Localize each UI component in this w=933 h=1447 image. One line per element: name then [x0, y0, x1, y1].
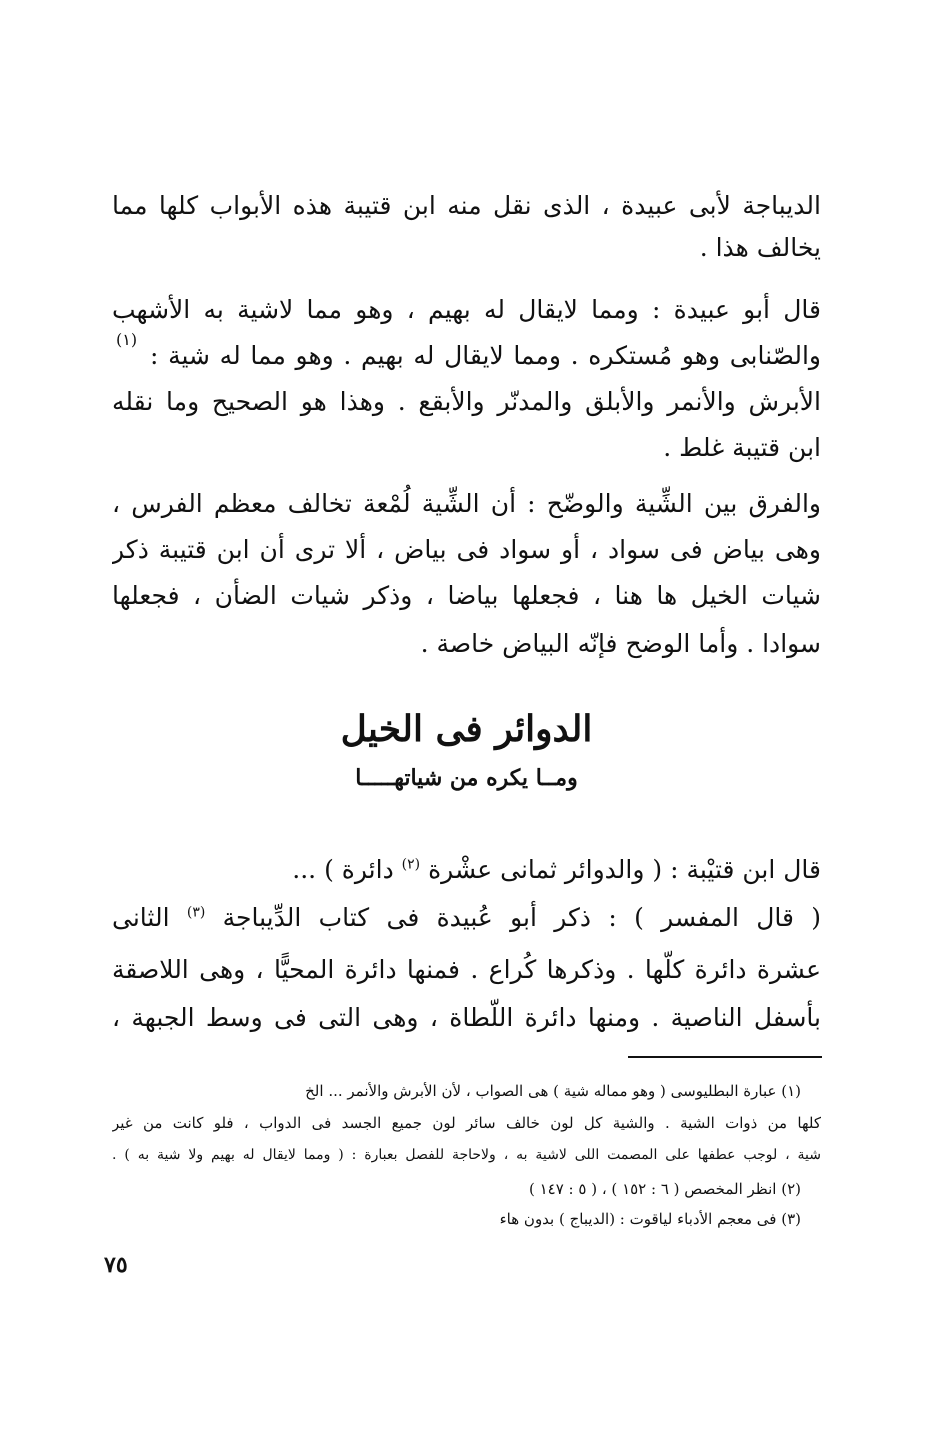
body-line: يخالف هذا .	[699, 233, 821, 262]
body-line: ابن قتيبة غلط .	[663, 433, 821, 462]
body-line	[112, 898, 821, 938]
footnote-line: شية ، لوجب عطفها على المصمت اللى لاشية به ، ولاحاجة للفصل بعبارة : ( ومما لايقال له بهيم ولا شية به ) .	[112, 1147, 821, 1163]
body-line: بأسفل الناصية . ومنها دائرة اللّطاة ، وهى التى فى وسط الجبهة ،	[112, 1003, 821, 1032]
footnote-line: (٢) انظر المخصص ( ٦ : ١٥٢ ) ، ( ٥ : ١٤٧ )	[528, 1180, 801, 1198]
body-line: والصّنابى وهو مُستكره . ومما لايقال له بهيم . وهو مما له شية :	[150, 341, 821, 370]
body-text: الثانى	[112, 903, 170, 932]
footnote-divider	[628, 1056, 822, 1058]
body-line: سوادا . وأما الوضح فإنّه البياض خاصة .	[420, 629, 821, 658]
section-heading: الدوائر فى الخيل	[340, 708, 593, 750]
body-line: والفرق بين الشِّية والوضّح : أن الشِّية لُمْعة تخالف معظم الفرس ،	[112, 489, 821, 518]
body-line: الأبرش والأنمر والأبلق والمدنّر والأبقع . وهذا هو الصحيح وما نقله	[112, 387, 821, 416]
section-subheading: ومــا يكره من شياتهـــــا	[355, 765, 578, 791]
body-text: دائرة ) ...	[292, 855, 394, 884]
body-line	[112, 850, 821, 890]
footnote-ref: (٣)	[186, 904, 206, 921]
body-line: الديباجة لأبى عبيدة ، الذى نقل منه ابن قتيبة هذه الأبواب كلها مما	[112, 191, 821, 220]
footnote-ref: (١)	[116, 330, 138, 349]
footnote-line: كلها من ذوات الشية . والشية كل لون خالف سائر لون جميع الجسد فى الدواب ، فلو كانت من غير	[112, 1114, 821, 1132]
footnote-ref: (٢)	[401, 856, 421, 873]
body-text: ( قال المفسر ) : ذكر أبو عُبيدة فى كتاب الدِّيباجة	[222, 903, 821, 932]
body-line: وهى بياض فى سواد ، أو سواد فى بياض ، ألا ترى أن ابن قتيبة ذكر	[112, 535, 821, 564]
body-line: عشرة دائرة كلّها . وذكرها كُراع . فمنها دائرة المحيًّا ، وهى اللاصقة	[112, 955, 821, 984]
body-line: قال أبو عبيدة : ومما لايقال له بهيم ، وهو مما لاشية به الأشهب	[112, 295, 821, 324]
footnote-line: (١) عبارة البطليوسى ( وهو مماله شية ) هى الصواب ، لأن الأبرش والأنمر ... الخ	[305, 1082, 801, 1100]
footnote-line: (٣) فى معجم الأدباء لياقوت : (الديباج ) بدون هاء	[499, 1210, 801, 1228]
page-number: ٧٥	[104, 1252, 128, 1278]
body-line: شيات الخيل ها هنا ، فجعلها بياضا ، وذكر شيات الضأن ، فجعلها	[112, 581, 821, 610]
body-text: قال ابن قتيْبة : ( والدوائر ثمانى عشْرة	[428, 855, 821, 884]
